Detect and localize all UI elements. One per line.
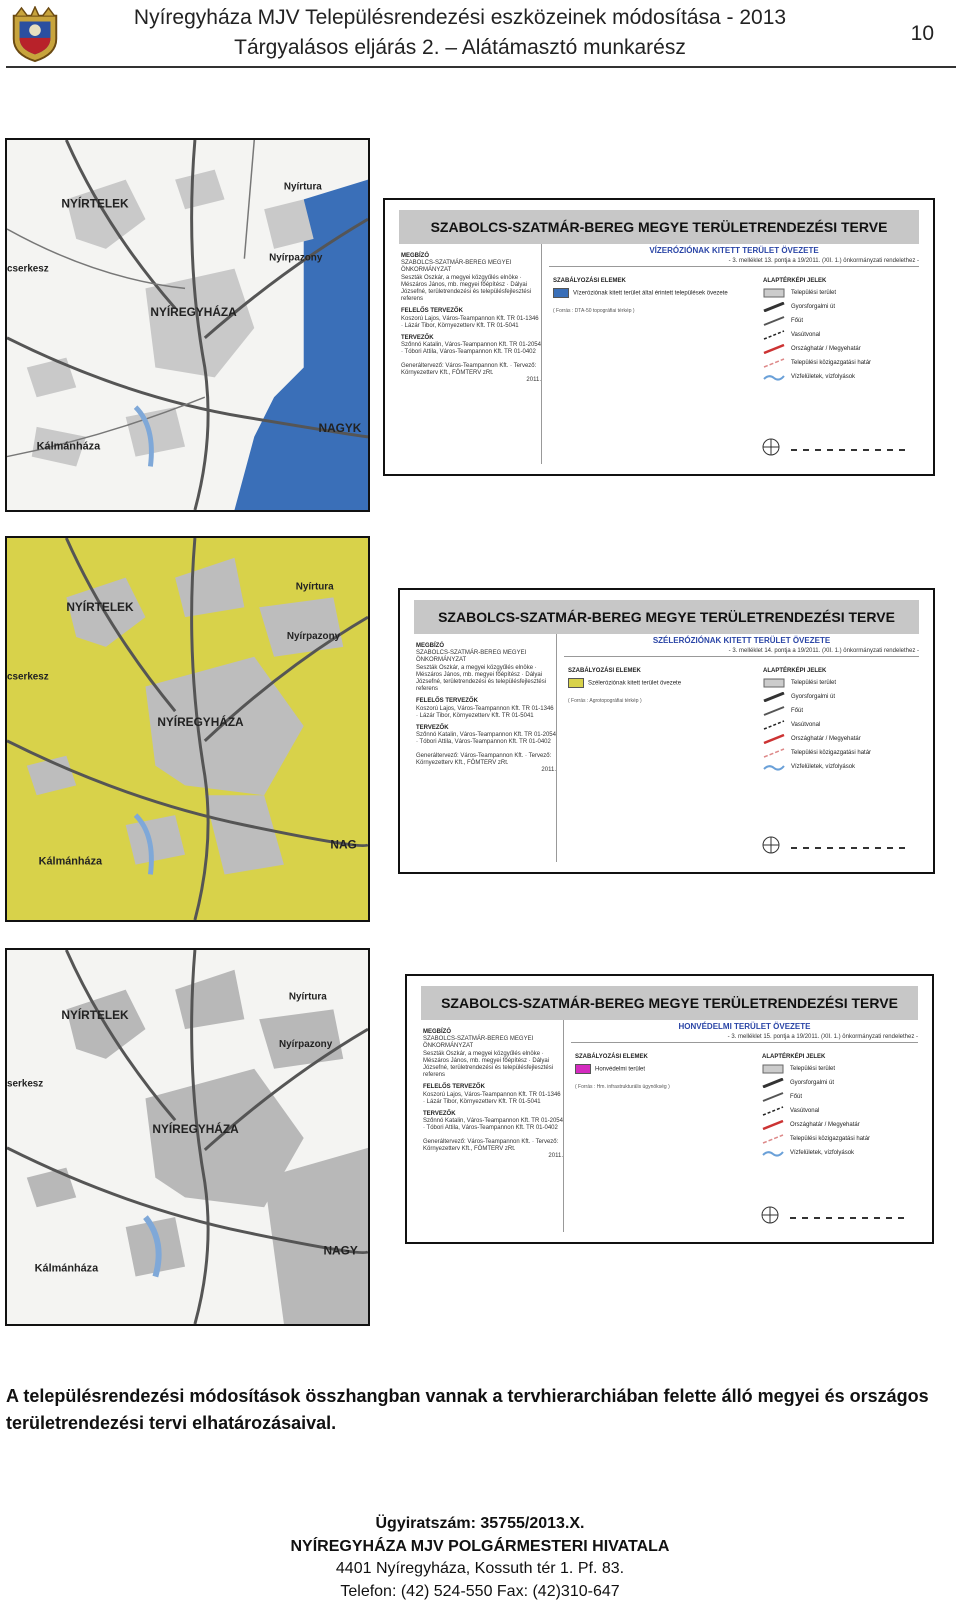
map-label: NAGY: [323, 1243, 358, 1258]
legend-panel-water-erosion: [383, 198, 935, 476]
map-label: Nyírtura: [288, 991, 327, 1003]
map-label: Nyírtura: [295, 581, 334, 593]
legend-panel-wind-erosion: [398, 588, 935, 874]
settlement-symbol-icon: [762, 1064, 784, 1074]
main-road-symbol-icon: [762, 1092, 784, 1102]
map-label: Kálmánháza: [38, 855, 103, 868]
map-defense-area: [5, 948, 370, 1326]
office-name: NYÍREGYHÁZA MJV POLGÁRMESTERI HIVATALA: [290, 1537, 670, 1555]
map-svg: [7, 538, 368, 920]
map-label: Nyírpazony: [269, 252, 323, 264]
page-header: [0, 0, 960, 70]
legend-zone-title: SZÉLERÓZIÓNAK KITETT TERÜLET ÖVEZETE: [652, 636, 831, 645]
water-symbol-icon: [763, 372, 785, 382]
file-number: Ügyiratszám: 35755/2013.X.: [375, 1515, 585, 1532]
legend-regulation: SZABÁLYOZÁSI ELEMEK Vízeróziónak kitett terület által érintett települések övezete ( Forrás : DTA-50 topográfiai térkép ): [553, 278, 728, 314]
settlement-symbol-icon: [763, 678, 785, 688]
main-road-symbol-icon: [763, 706, 785, 716]
legend-decree: - 3. melléklet 13. pontja a 19/2011. (XII. 1.) önkormányzati rendelethez -: [549, 258, 919, 267]
legend-decree: - 3. melléklet 15. pontja a 19/2011. (XII. 1.) önkormányzati rendelethez -: [571, 1034, 918, 1043]
page-number: 10: [910, 22, 934, 45]
map-svg: [7, 950, 368, 1324]
scale-bar-icon: [760, 1204, 910, 1226]
zone-swatch: [553, 288, 569, 298]
map-label: NYÍRTELEK: [61, 196, 129, 211]
legend-base-symbols: ALAPTÉRKÉPI JELEK Települési terület Gyorsforgalmi út Főút Vasútvonal Országhatár / Megyehatár Települési közigazgatási határ Vízfelületek, vízfolyások: [763, 278, 872, 380]
railway-symbol-icon: [763, 330, 785, 340]
motorway-symbol-icon: [763, 692, 785, 702]
map-label: NAG: [330, 837, 357, 852]
legend-decree: - 3. melléklet 14. pontja a 19/2011. (XII. 1.) önkormányzati rendelethez -: [564, 648, 919, 657]
scale-bar-icon: [761, 436, 911, 458]
legend-base-symbols: ALAPTÉRKÉPI JELEK Települési terület Gyorsforgalmi út Főút Vasútvonal Országhatár / Megyehatár Települési közigazgatási határ Vízfelületek, vízfolyások: [762, 1054, 871, 1156]
map-label: NAGYK: [318, 420, 362, 435]
map-label: NYÍREGYHÁZA: [157, 715, 244, 730]
office-address: 4401 Nyíregyháza, Kossuth tér 1. Pf. 83.: [335, 1560, 625, 1577]
map-label: NYÍREGYHÁZA: [152, 1122, 239, 1137]
conclusion-paragraph: A településrendezési módosítások összhangban vannak a tervhierarchiában felette álló megyei és országos területrendezési tervi elhatározásaival.: [6, 1386, 929, 1433]
legend-divider: [541, 244, 542, 464]
header-divider: [6, 66, 956, 68]
legend-regulation: SZABÁLYOZÁSI ELEMEK Honvédelmi terület ( Forrás : Hm. infrastrukturális ügynökség ): [575, 1054, 670, 1090]
legend-title: SZABOLCS-SZATMÁR-BEREG MEGYE TERÜLETRENDEZÉSI TERVE: [414, 600, 919, 634]
city-crest-icon: [6, 6, 64, 64]
map-water-erosion: [5, 138, 370, 512]
main-road-symbol-icon: [763, 316, 785, 326]
legend-regulation: SZABÁLYOZÁSI ELEMEK Széleróziónak kitett terület övezete ( Forrás : Agrotopográfiai térkép ): [568, 668, 682, 704]
railway-symbol-icon: [762, 1106, 784, 1116]
document-title: Nyíregyháza MJV Településrendezési eszközeinek módosítása - 2013: [133, 6, 787, 29]
settlement-symbol-icon: [763, 288, 785, 298]
page-footer: [0, 1513, 960, 1603]
motorway-symbol-icon: [763, 302, 785, 312]
legend-zone-title: VÍZERÓZIÓNAK KITETT TERÜLET ÖVEZETE: [649, 246, 819, 255]
admin-boundary-symbol-icon: [762, 1134, 784, 1144]
motorway-symbol-icon: [762, 1078, 784, 1088]
railway-symbol-icon: [763, 720, 785, 730]
map-label: NYÍRTELEK: [66, 600, 134, 615]
zone-swatch: [575, 1064, 591, 1074]
map-label: Nyírpazony: [278, 1038, 333, 1050]
map-label: Nyírtura: [283, 181, 322, 193]
legend-zone-title: HONVÉDELMI TERÜLET ÖVEZETE: [678, 1022, 811, 1031]
legend-credits: MEGBÍZÓ SZABOLCS-SZATMÁR-BEREG MEGYEI ÖNKORMÁNYZAT Seszták Oszkár, a megyei közgyűlés elnöke · Mészáros János, mb. megyei főépítész · Dályai Józsefné, területrendezési és településfejlesztési referens FELELŐS TERVEZŐK Koszorú Lajos, Város-Teampannon Kft. TR 01-1346 · Lázár Tibor, Környezetterv Kft. TR 01-5041 TERVEZŐK Szőnnó Katalin, Város-Teampannon Kft. TR 01-2054 · Tóbori Attila, Város-Teampannon Kft. TR 01-0402 Generáltervező: Város-Teampannon Kft. · Tervező: Környezetterv Kft., FÖMTERV zRt. 2011.: [423, 1029, 563, 1160]
border-symbol-icon: [762, 1120, 784, 1130]
legend-divider: [556, 634, 557, 862]
legend-credits: MEGBÍZÓ SZABOLCS-SZATMÁR-BEREG MEGYEI ÖNKORMÁNYZAT Seszták Oszkár, a megyei közgyűlés elnöke · Mészáros János, mb. megyei főépítész · Dályai Józsefné, területrendezési és településfejlesztési referens FELELŐS TERVEZŐK Koszorú Lajos, Város-Teampannon Kft. TR 01-1346 · Lázár Tibor, Környezetterv Kft. TR 01-5041 TERVEZŐK Szőnnó Katalin, Város-Teampannon Kft. TR 01-2054 · Tóbori Attila, Város-Teampannon Kft. TR 01-0402 Generáltervező: Város-Teampannon Kft. · Tervező: Környezetterv Kft., FÖMTERV zRt. 2011.: [416, 643, 556, 774]
legend-base-symbols: ALAPTÉRKÉPI JELEK Települési terület Gyorsforgalmi út Főút Vasútvonal Országhatár / Megyehatár Települési közigazgatási határ Vízfelületek, vízfolyások: [763, 668, 872, 770]
map-wind-erosion: [5, 536, 370, 922]
map-label: Nyírpazony: [286, 630, 341, 642]
legend-title: SZABOLCS-SZATMÁR-BEREG MEGYE TERÜLETRENDEZÉSI TERVE: [399, 210, 919, 244]
map-label: NYÍRTELEK: [61, 1008, 129, 1023]
map-label: Kálmánháza: [36, 440, 101, 453]
border-symbol-icon: [763, 734, 785, 744]
legend-title: SZABOLCS-SZATMÁR-BEREG MEGYE TERÜLETRENDEZÉSI TERVE: [421, 986, 918, 1020]
legend-panel-defense-area: [405, 974, 934, 1244]
water-symbol-icon: [762, 1148, 784, 1158]
office-phone: Telefon: (42) 524-550 Fax: (42)310-647: [340, 1582, 620, 1600]
admin-boundary-symbol-icon: [763, 748, 785, 758]
water-symbol-icon: [763, 762, 785, 772]
map-label: serkesz: [7, 1078, 44, 1090]
map-label: NYÍREGYHÁZA: [150, 305, 237, 320]
map-svg: [7, 140, 368, 510]
zone-swatch: [568, 678, 584, 688]
legend-credits: MEGBÍZÓ SZABOLCS-SZATMÁR-BEREG MEGYEI ÖNKORMÁNYZAT Seszták Oszkár, a megyei közgyűlés elnöke · Mészáros János, mb. megyei főépítész · Dályai Józsefné, területrendezési és településfejlesztési referens FELELŐS TERVEZŐK Koszorú Lajos, Város-Teampannon Kft. TR 01-1346 · Lázár Tibor, Környezetterv Kft. TR 01-5041 TERVEZŐK Szőnnó Katalin, Város-Teampannon Kft. TR 01-2054 · Tóbori Attila, Város-Teampannon Kft. TR 01-0402 Generáltervező: Város-Teampannon Kft. · Tervező: Környezetterv Kft., FÖMTERV zRt. 2011.: [401, 253, 541, 384]
map-label: cserkesz: [7, 671, 49, 683]
map-label: cserkesz: [7, 263, 49, 275]
legend-divider: [563, 1020, 564, 1232]
document-subtitle: Tárgyalásos eljárás 2. – Alátámasztó munkarész: [234, 36, 686, 59]
scale-bar-icon: [761, 834, 911, 856]
admin-boundary-symbol-icon: [763, 358, 785, 368]
map-label: Kálmánháza: [34, 1262, 99, 1275]
border-symbol-icon: [763, 344, 785, 354]
